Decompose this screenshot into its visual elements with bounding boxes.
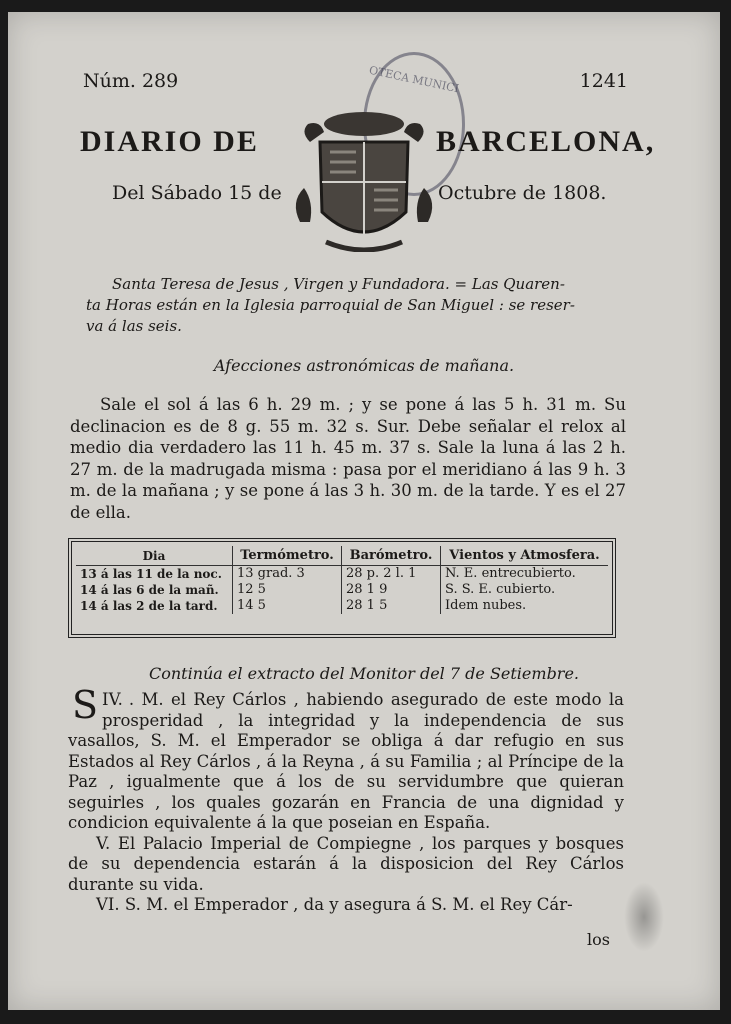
saint-notice xyxy=(86,274,634,337)
newspaper-page xyxy=(8,12,720,1010)
cell-dia: 13 á las 11 de la noc. xyxy=(80,567,222,581)
cell-viento: Idem nubes. xyxy=(441,598,609,614)
article-iv-label: IV. xyxy=(102,690,123,709)
page-number: 1241 xyxy=(579,70,628,92)
masthead-title-right: BARCELONA, xyxy=(436,125,656,158)
monitor-articles xyxy=(68,683,624,916)
saint-line-3: va á las seis. xyxy=(86,317,182,335)
article-v: V. El Palacio Imperial de Compiegne , los parques y bosques de su dependencia estarán á la disposicion del Rey Cárlos durante su vida. xyxy=(68,833,624,894)
date-left: Del Sábado 15 de xyxy=(112,182,282,204)
astronomy-text-block xyxy=(70,394,626,523)
cell-dia: 14 á las 2 de la tard. xyxy=(80,599,218,613)
cell-viento: S. S. E. cubierto. xyxy=(441,582,609,598)
saint-line-2: ta Horas están en la Iglesia parroquial de San Miguel : se reser- xyxy=(86,296,575,314)
table-row xyxy=(76,598,608,614)
article-vi: VI. S. M. el Emperador , da y asegura á S. M. el Rey Cár- xyxy=(96,895,573,914)
issue-number: Núm. 289 xyxy=(83,70,179,92)
saint-line-1: Santa Teresa de Jesus , Virgen y Fundadora. = Las Quaren- xyxy=(112,275,565,293)
cell-dia: 14 á las 6 de la mañ. xyxy=(80,583,219,597)
masthead-title-left: DIARIO DE xyxy=(80,125,259,158)
cell-viento: N. E. entrecubierto. xyxy=(441,566,609,583)
catchword: los xyxy=(587,930,610,949)
col-vientos: Vientos y Atmosfera. xyxy=(441,546,609,566)
article-iv xyxy=(68,683,624,834)
cell-term: 13 grad. 3 xyxy=(233,566,342,583)
weather-table-frame xyxy=(68,538,616,638)
coat-of-arms-icon xyxy=(290,102,438,252)
weather-table xyxy=(76,546,608,614)
cell-term: 12 5 xyxy=(233,582,342,598)
article-iv-dropcap: S xyxy=(72,683,99,727)
col-dia: Dia xyxy=(76,546,233,566)
cell-baro: 28 1 5 xyxy=(342,598,441,614)
monitor-heading: Continúa el extracto del Monitor del 7 de Setiembre. xyxy=(148,664,580,683)
table-row xyxy=(76,582,608,598)
date-right: Octubre de 1808. xyxy=(438,182,607,204)
ink-smudge xyxy=(624,882,664,952)
cell-baro: 28 1 9 xyxy=(342,582,441,598)
col-barometro: Barómetro. xyxy=(342,546,441,566)
cell-baro: 28 p. 2 l. 1 xyxy=(342,566,441,583)
article-iv-text: . M. el Rey Cárlos , habiendo asegurado de este modo la prosperidad , la integridad y la independencia de sus vasallos, S. M. el Emperador se obliga á dar refugio en sus Estados al Rey Cárlos , á la Reyna , á su Familia ; al Príncipe de la Paz , igualmente que á los de su servidumbre que quieran seguirles , los quales gozarán en Francia de una dignidad y condicion equivalente á la que poseian en España. xyxy=(68,690,624,832)
table-row xyxy=(76,566,608,583)
stamp-text: OTECA MUNICI xyxy=(367,63,461,96)
weather-table-header xyxy=(76,546,608,566)
cell-term: 14 5 xyxy=(233,598,342,614)
astronomy-text: Sale el sol á las 6 h. 29 m. ; y se pone á las 5 h. 31 m. Su declinacion es de 8 g. 55 m. 32 s. Sur. Debe señalar el relox al medio dia verdadero las 11 h. 45 m. 37 s. Sale la luna á las 2 h. 27 m. de la madrugada misma : pasa por el meridiano á las 9 h. 3 m. de la mañana ; y se pone á las 3 h. 30 m. de la tarde. Y es el 27 de ella. xyxy=(70,395,626,522)
col-termometro: Termómetro. xyxy=(233,546,342,566)
astronomy-heading: Afecciones astronómicas de mañana. xyxy=(213,356,515,375)
